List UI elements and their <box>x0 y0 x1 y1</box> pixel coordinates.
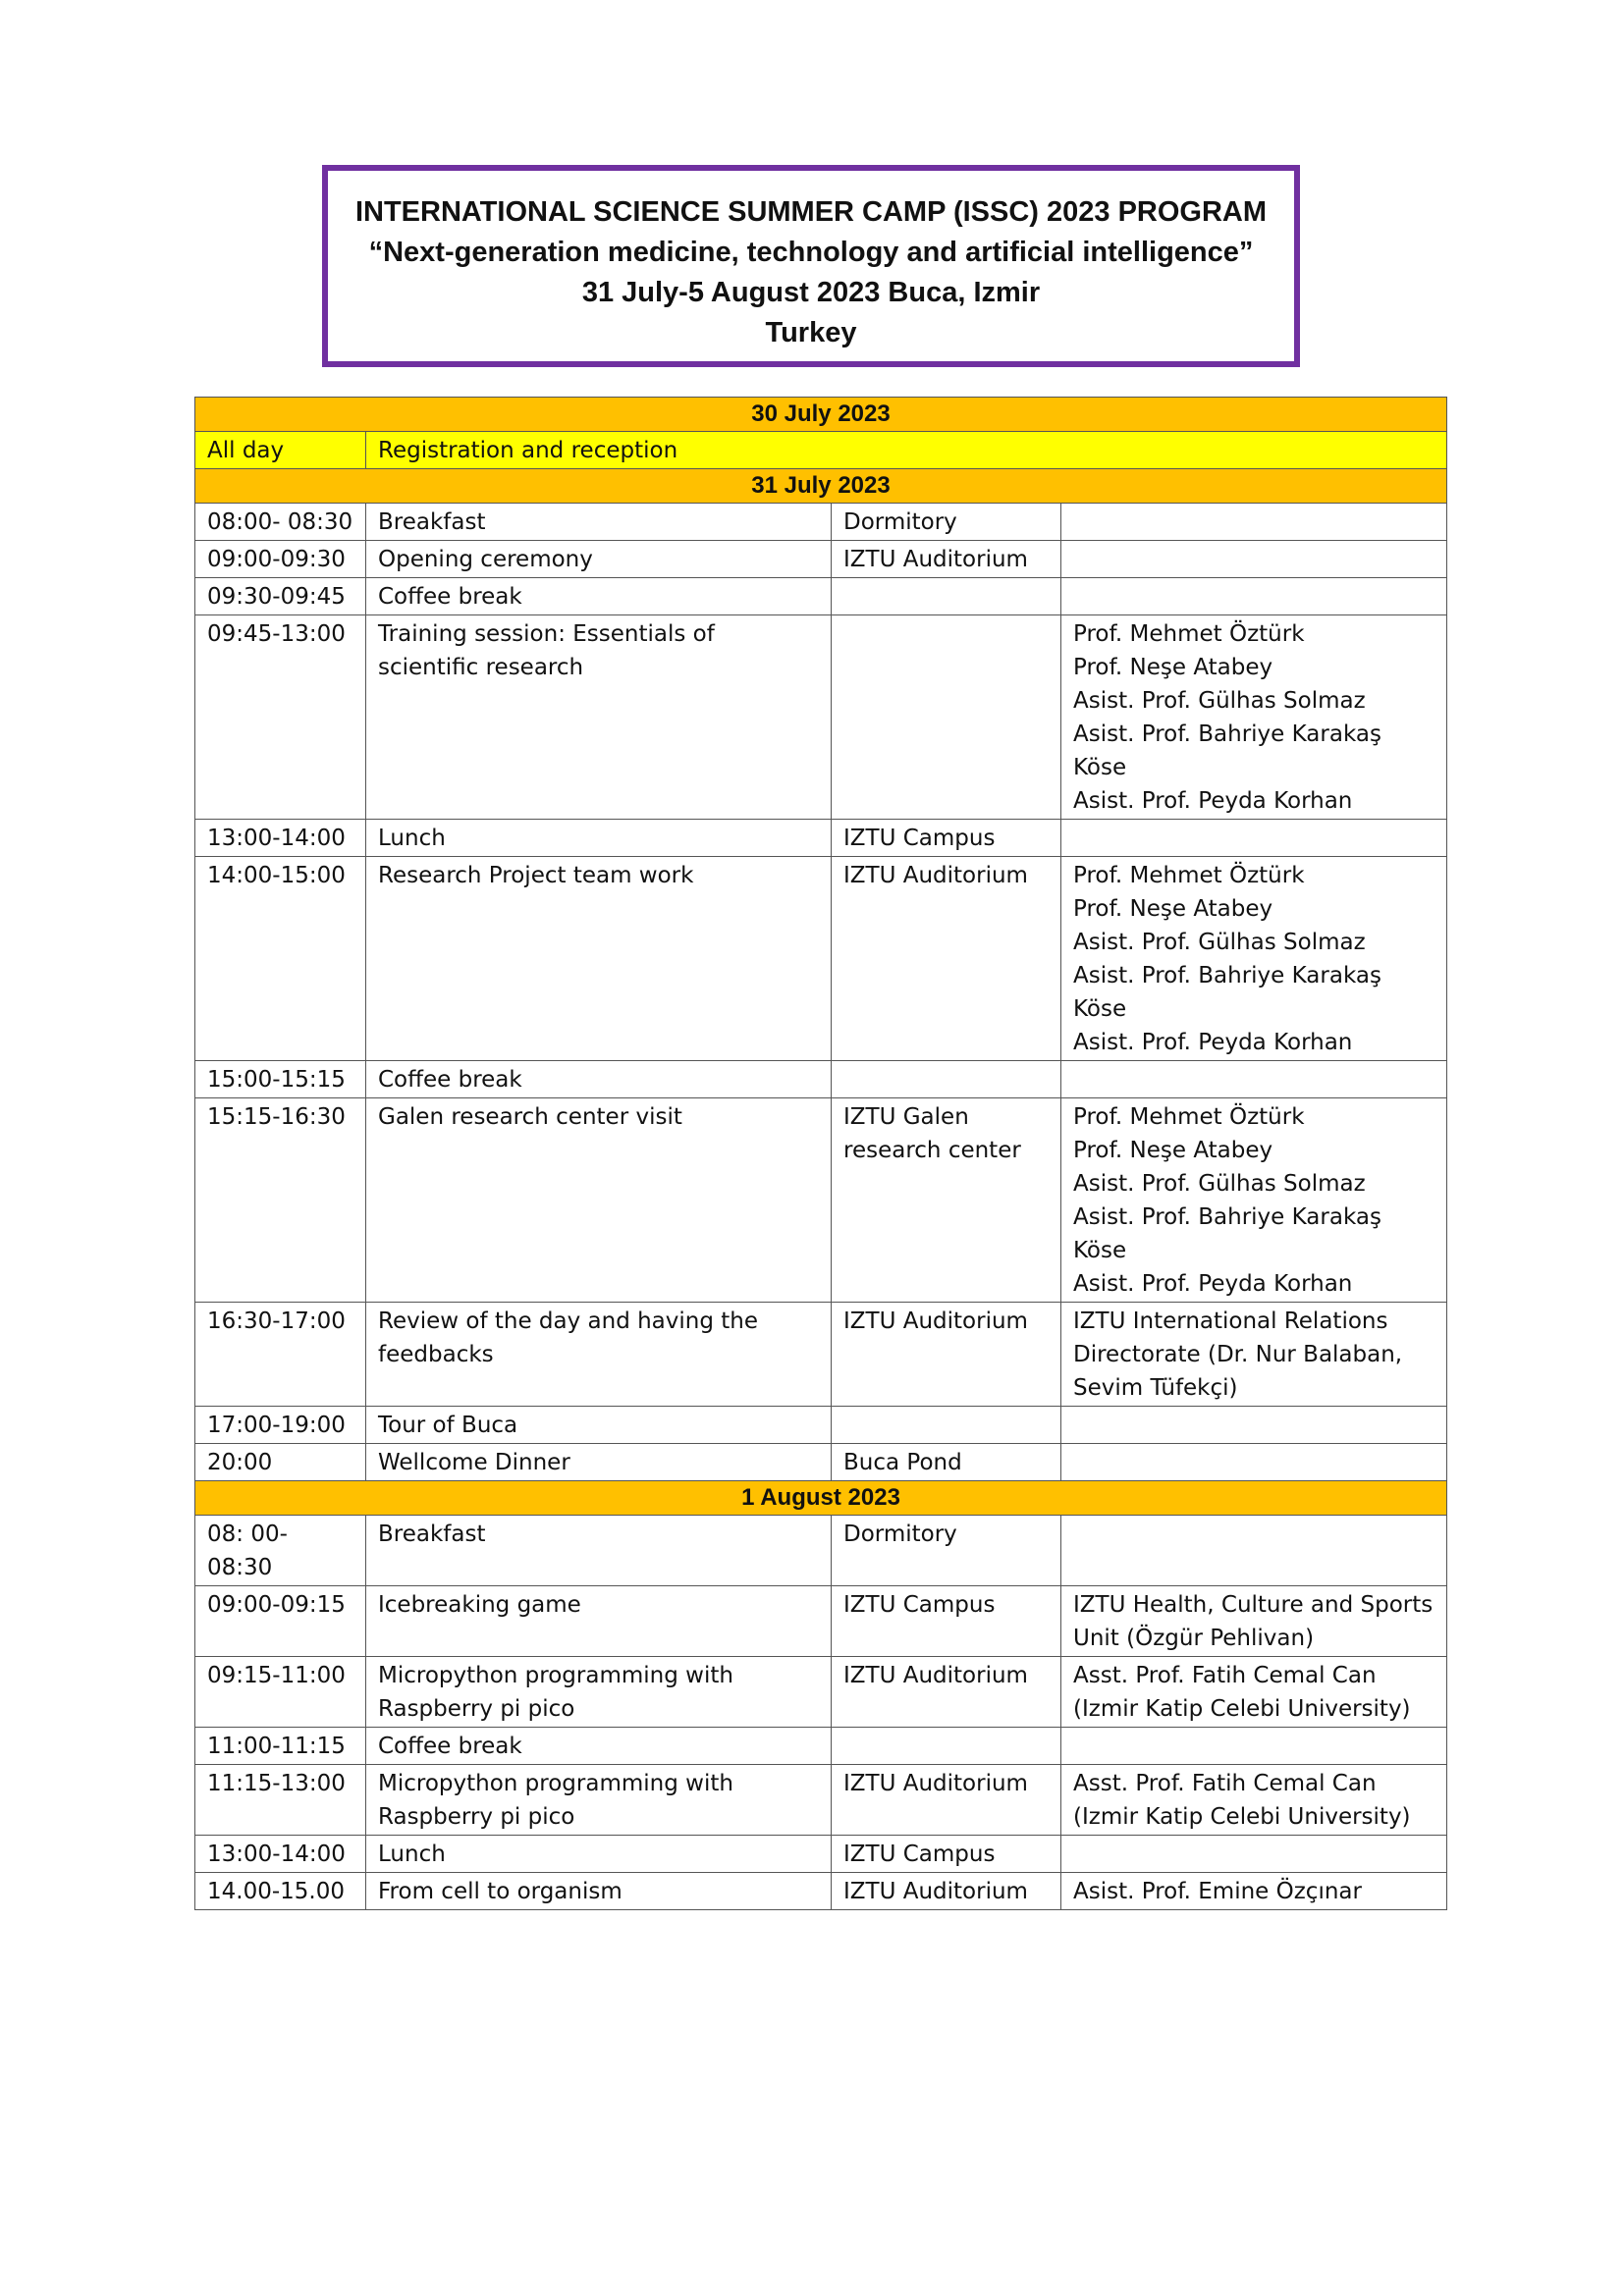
session-speakers <box>1061 504 1447 541</box>
session-location: IZTU Auditorium <box>832 541 1061 578</box>
session-activity: Coffee break <box>366 1061 832 1098</box>
session-speakers <box>1061 1061 1447 1098</box>
schedule-body <box>195 398 1447 1910</box>
session-speakers <box>1061 1765 1447 1836</box>
session-activity: From cell to organism <box>366 1873 832 1910</box>
session-time: 16:30-17:00 <box>195 1303 366 1407</box>
schedule-row <box>195 1728 1447 1765</box>
session-time: 09:45-13:00 <box>195 615 366 820</box>
session-speakers <box>1061 1728 1447 1765</box>
session-time: 14.00-15.00 <box>195 1873 366 1910</box>
speaker-name: Prof. Neşe Atabey <box>1073 1138 1273 1163</box>
schedule-row <box>195 820 1447 857</box>
speaker-name: Asist. Prof. Gülhas Solmaz <box>1073 688 1366 714</box>
session-time: 09:00-09:15 <box>195 1586 366 1657</box>
schedule-row <box>195 857 1447 1061</box>
session-speakers <box>1061 1657 1447 1728</box>
session-time: 13:00-14:00 <box>195 1836 366 1873</box>
session-location: Dormitory <box>832 504 1061 541</box>
day-header-row <box>195 469 1447 504</box>
session-time: 08:00- 08:30 <box>195 504 366 541</box>
session-speakers <box>1061 1836 1447 1873</box>
schedule-row <box>195 1516 1447 1586</box>
session-time: 15:15-16:30 <box>195 1098 366 1303</box>
session-time: 14:00-15:00 <box>195 857 366 1061</box>
session-activity: Training session: Essentials of scientific research <box>366 615 832 820</box>
speaker-name: IZTU Health, Culture and Sports Unit (Özgür Pehlivan) <box>1073 1592 1434 1651</box>
session-speakers <box>1061 820 1447 857</box>
speaker-name: Asist. Prof. Bahriye Karakaş Köse <box>1073 721 1381 780</box>
session-time: All day <box>195 432 366 469</box>
schedule-row <box>195 1586 1447 1657</box>
session-time: 17:00-19:00 <box>195 1407 366 1444</box>
session-activity: Wellcome Dinner <box>366 1444 832 1481</box>
session-activity: Review of the day and having the feedbacks <box>366 1303 832 1407</box>
session-activity: Lunch <box>366 820 832 857</box>
session-speakers <box>1061 1098 1447 1303</box>
session-speakers <box>1061 1303 1447 1407</box>
schedule-row <box>195 1061 1447 1098</box>
program-dates-place: 31 July-5 August 2023 Buca, Izmir <box>581 277 1041 308</box>
schedule-row <box>195 1444 1447 1481</box>
session-time: 20:00 <box>195 1444 366 1481</box>
speaker-name: Asst. Prof. Fatih Cemal Can (Izmir Katip Celebi University) <box>1073 1771 1411 1830</box>
session-location: IZTU Campus <box>832 1586 1061 1657</box>
session-activity: Research Project team work <box>366 857 832 1061</box>
schedule-row <box>195 1836 1447 1873</box>
session-location: Dormitory <box>832 1516 1061 1586</box>
session-speakers <box>1061 857 1447 1061</box>
session-activity: Lunch <box>366 1836 832 1873</box>
speaker-name: Asist. Prof. Peyda Korhan <box>1073 788 1353 814</box>
session-activity: Icebreaking game <box>366 1586 832 1657</box>
session-speakers <box>1061 1516 1447 1586</box>
schedule-row <box>195 1303 1447 1407</box>
day-date: 1 August 2023 <box>195 1481 1447 1516</box>
schedule-row <box>195 615 1447 820</box>
schedule-row <box>195 1657 1447 1728</box>
session-activity: Micropython programming with Raspberry pi pico <box>366 1657 832 1728</box>
schedule-row <box>195 504 1447 541</box>
session-location: IZTU Auditorium <box>832 1765 1061 1836</box>
session-activity: Registration and reception <box>366 432 1447 469</box>
speaker-name: Prof. Mehmet Öztürk <box>1073 621 1305 647</box>
session-location: IZTU Campus <box>832 1836 1061 1873</box>
session-location: Buca Pond <box>832 1444 1061 1481</box>
schedule-row <box>195 1407 1447 1444</box>
program-theme: “Next-generation medicine, technology and artificial intelligence” <box>368 237 1254 268</box>
speaker-name: Prof. Mehmet Öztürk <box>1073 863 1305 888</box>
speaker-name: Asist. Prof. Gülhas Solmaz <box>1073 1171 1366 1197</box>
session-location: IZTU Auditorium <box>832 1303 1061 1407</box>
schedule-row <box>195 1873 1447 1910</box>
session-time: 15:00-15:15 <box>195 1061 366 1098</box>
session-activity: Breakfast <box>366 504 832 541</box>
schedule-row <box>195 541 1447 578</box>
session-location <box>832 615 1061 820</box>
session-speakers <box>1061 1586 1447 1657</box>
program-title-box <box>322 165 1300 367</box>
session-speakers <box>1061 1444 1447 1481</box>
day-header-row <box>195 1481 1447 1516</box>
speaker-name: Asist. Prof. Bahriye Karakaş Köse <box>1073 963 1381 1022</box>
session-activity: Coffee break <box>366 578 832 615</box>
session-location <box>832 1407 1061 1444</box>
session-location: IZTU Galen research center <box>832 1098 1061 1303</box>
session-activity: Galen research center visit <box>366 1098 832 1303</box>
session-activity: Micropython programming with Raspberry pi pico <box>366 1765 832 1836</box>
session-time: 11:00-11:15 <box>195 1728 366 1765</box>
session-time: 11:15-13:00 <box>195 1765 366 1836</box>
session-location <box>832 1728 1061 1765</box>
program-schedule-table <box>194 397 1447 1910</box>
session-speakers <box>1061 1407 1447 1444</box>
day-header-row <box>195 398 1447 432</box>
speaker-name: Asist. Prof. Bahriye Karakaş Köse <box>1073 1204 1381 1263</box>
session-time: 09:30-09:45 <box>195 578 366 615</box>
session-time: 09:15-11:00 <box>195 1657 366 1728</box>
speaker-name: Asist. Prof. Gülhas Solmaz <box>1073 930 1366 955</box>
session-activity: Opening ceremony <box>366 541 832 578</box>
program-title: INTERNATIONAL SCIENCE SUMMER CAMP (ISSC) 2023 PROGRAM <box>354 196 1268 228</box>
speaker-name: Asist. Prof. Peyda Korhan <box>1073 1030 1353 1055</box>
speaker-name: Prof. Mehmet Öztürk <box>1073 1104 1305 1130</box>
session-time: 09:00-09:30 <box>195 541 366 578</box>
session-location: IZTU Campus <box>832 820 1061 857</box>
session-speakers <box>1061 578 1447 615</box>
session-location <box>832 578 1061 615</box>
session-time: 13:00-14:00 <box>195 820 366 857</box>
session-activity: Tour of Buca <box>366 1407 832 1444</box>
session-location <box>832 1061 1061 1098</box>
session-location: IZTU Auditorium <box>832 857 1061 1061</box>
schedule-row <box>195 432 1447 469</box>
session-location: IZTU Auditorium <box>832 1873 1061 1910</box>
session-location: IZTU Auditorium <box>832 1657 1061 1728</box>
session-speakers <box>1061 1873 1447 1910</box>
session-activity: Breakfast <box>366 1516 832 1586</box>
session-activity: Coffee break <box>366 1728 832 1765</box>
schedule-row <box>195 578 1447 615</box>
schedule-row <box>195 1098 1447 1303</box>
session-speakers <box>1061 541 1447 578</box>
speaker-name: Asst. Prof. Fatih Cemal Can (Izmir Katip Celebi University) <box>1073 1663 1411 1722</box>
day-date: 30 July 2023 <box>195 398 1447 432</box>
speaker-name: Asist. Prof. Peyda Korhan <box>1073 1271 1353 1297</box>
speaker-name: Prof. Neşe Atabey <box>1073 896 1273 922</box>
speaker-name: Asist. Prof. Emine Özçınar <box>1073 1879 1362 1904</box>
session-time: 08: 00- 08:30 <box>195 1516 366 1586</box>
speaker-name: IZTU International Relations Directorate (Dr. Nur Balaban, Sevim Tüfekçi) <box>1073 1308 1403 1401</box>
speaker-name: Prof. Neşe Atabey <box>1073 655 1273 680</box>
day-date: 31 July 2023 <box>195 469 1447 504</box>
program-country: Turkey <box>765 317 857 348</box>
schedule-row <box>195 1765 1447 1836</box>
session-speakers <box>1061 615 1447 820</box>
